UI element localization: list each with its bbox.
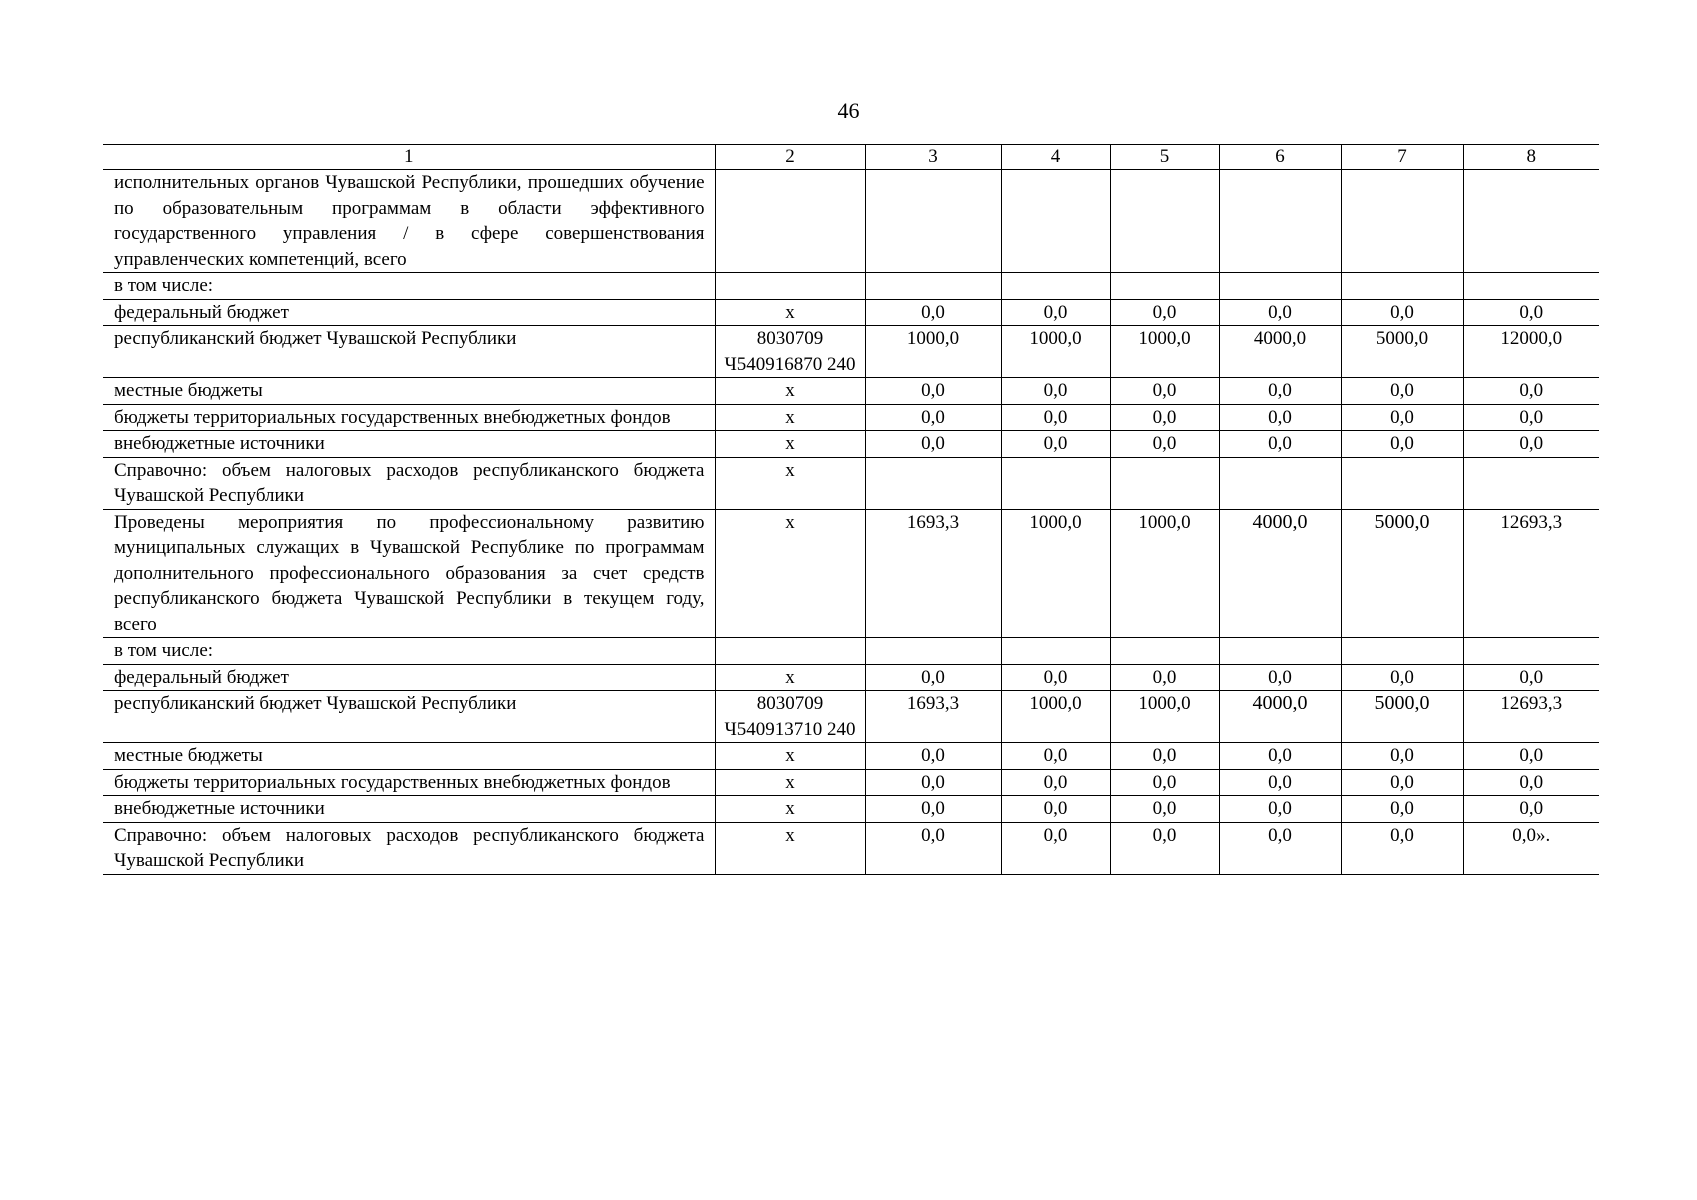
row-code: 8030709 Ч540916870 240 [715,326,865,378]
row-name: внебюджетные источники [103,796,715,823]
table-row [103,326,1599,378]
row-code: х [715,404,865,431]
row-value: 0,0 [1219,299,1341,326]
table-row [103,664,1599,691]
row-value [1341,638,1463,665]
row-value: 0,0 [1219,664,1341,691]
table-row [103,691,1599,743]
page-number: 46 [837,98,860,123]
row-code: х [715,796,865,823]
row-value [1001,638,1110,665]
row-value: 0,0 [1341,769,1463,796]
row-value: 0,0 [865,664,1001,691]
row-value: 0,0 [1001,404,1110,431]
row-value [1110,170,1219,273]
row-name: федеральный бюджет [103,664,715,691]
row-value: 0,0 [1001,664,1110,691]
row-code: х [715,378,865,405]
column-header: 5 [1110,145,1219,170]
row-value: 1693,3 [865,691,1001,743]
row-name: Проведены мероприятия по профессиональному развитию муниципальных служащих в Чувашской Республике по программам дополнительного профессионального образования за счет средств республиканского бюджета Чувашской Республики в текущем году, всего [103,509,715,638]
row-value [1219,170,1341,273]
table-row [103,431,1599,458]
row-value: 0,0 [1110,822,1219,874]
row-value: 0,0 [1341,404,1463,431]
row-value [1001,457,1110,509]
row-name: Справочно: объем налоговых расходов республиканского бюджета Чувашской Республики [103,457,715,509]
table-row [103,404,1599,431]
table-row [103,273,1599,300]
row-name: бюджеты территориальных государственных внебюджетных фондов [103,769,715,796]
row-code: х [715,743,865,770]
row-value: 1000,0 [1110,326,1219,378]
row-code: х [715,431,865,458]
column-header: 6 [1219,145,1341,170]
row-value: 5000,0 [1341,509,1463,638]
row-value [1463,457,1599,509]
row-value: 1000,0 [1110,691,1219,743]
row-code: х [715,769,865,796]
row-name: в том числе: [103,638,715,665]
row-value: 0,0 [1463,431,1599,458]
row-name: федеральный бюджет [103,299,715,326]
row-value: 0,0 [1341,431,1463,458]
row-value: 0,0». [1463,822,1599,874]
table-row [103,796,1599,823]
row-value: 4000,0 [1219,509,1341,638]
row-value [1341,273,1463,300]
row-value: 0,0 [1001,796,1110,823]
row-value: 0,0 [1219,769,1341,796]
row-name: Справочно: объем налоговых расходов республиканского бюджета Чувашской Республики [103,822,715,874]
row-value: 0,0 [1341,664,1463,691]
row-value: 0,0 [1463,404,1599,431]
row-value: 0,0 [1110,769,1219,796]
row-value: 1000,0 [1001,326,1110,378]
row-value [865,638,1001,665]
row-value [1110,638,1219,665]
row-code: х [715,299,865,326]
row-value [865,457,1001,509]
row-value [1341,170,1463,273]
row-value: 0,0 [1110,404,1219,431]
row-value [1463,638,1599,665]
table-row [103,299,1599,326]
table-row [103,378,1599,405]
row-value: 0,0 [1219,822,1341,874]
table-row [103,457,1599,509]
row-value: 1000,0 [865,326,1001,378]
row-value: 0,0 [1110,743,1219,770]
table-row [103,769,1599,796]
row-value: 0,0 [1001,743,1110,770]
row-value: 0,0 [1001,378,1110,405]
row-value: 0,0 [1463,796,1599,823]
row-value [1463,170,1599,273]
column-header: 4 [1001,145,1110,170]
row-value: 0,0 [865,299,1001,326]
row-value: 0,0 [1219,796,1341,823]
row-code [715,170,865,273]
row-value: 0,0 [1341,743,1463,770]
column-header: 7 [1341,145,1463,170]
row-value [865,273,1001,300]
row-value: 0,0 [1001,431,1110,458]
row-value [1001,273,1110,300]
row-value: 0,0 [1001,822,1110,874]
column-header: 1 [103,145,715,170]
column-header: 3 [865,145,1001,170]
row-value: 0,0 [1110,431,1219,458]
table-row [103,509,1599,638]
table-row [103,170,1599,273]
row-value: 0,0 [1341,822,1463,874]
table-row [103,822,1599,874]
table-header-row [103,145,1599,170]
budget-table [103,144,1599,875]
row-value: 0,0 [1463,664,1599,691]
row-name: республиканский бюджет Чувашской Республики [103,691,715,743]
row-value: 0,0 [865,378,1001,405]
row-value: 0,0 [865,431,1001,458]
row-name: местные бюджеты [103,743,715,770]
row-code [715,273,865,300]
row-value: 0,0 [865,769,1001,796]
row-value: 0,0 [1341,299,1463,326]
row-value: 0,0 [1110,299,1219,326]
column-header: 8 [1463,145,1599,170]
row-value: 0,0 [1110,796,1219,823]
row-value: 0,0 [865,404,1001,431]
row-value: 0,0 [1219,378,1341,405]
row-name: внебюджетные источники [103,431,715,458]
row-value [1219,638,1341,665]
row-code: х [715,664,865,691]
row-value: 0,0 [865,796,1001,823]
row-value [1219,273,1341,300]
column-header: 2 [715,145,865,170]
row-value: 0,0 [1341,796,1463,823]
row-value: 0,0 [1110,664,1219,691]
row-value [1341,457,1463,509]
row-value: 0,0 [1219,404,1341,431]
row-value: 0,0 [865,822,1001,874]
row-value [865,170,1001,273]
row-value: 0,0 [865,743,1001,770]
row-value: 1000,0 [1110,509,1219,638]
row-value: 0,0 [1219,743,1341,770]
row-name: бюджеты территориальных государственных внебюджетных фондов [103,404,715,431]
table-row [103,638,1599,665]
row-value: 4000,0 [1219,326,1341,378]
row-value [1110,457,1219,509]
row-value: 1000,0 [1001,509,1110,638]
row-value: 12000,0 [1463,326,1599,378]
row-code: х [715,509,865,638]
row-value: 0,0 [1219,431,1341,458]
row-value: 0,0 [1341,378,1463,405]
row-name: республиканский бюджет Чувашской Республики [103,326,715,378]
row-value [1110,273,1219,300]
row-value: 0,0 [1001,769,1110,796]
row-code: х [715,457,865,509]
row-value: 5000,0 [1341,691,1463,743]
row-name: местные бюджеты [103,378,715,405]
row-code: х [715,822,865,874]
row-name: в том числе: [103,273,715,300]
row-value: 12693,3 [1463,509,1599,638]
row-value: 0,0 [1001,299,1110,326]
row-value [1001,170,1110,273]
row-value: 1693,3 [865,509,1001,638]
row-value: 0,0 [1463,378,1599,405]
row-value [1463,273,1599,300]
row-value: 12693,3 [1463,691,1599,743]
table-row [103,743,1599,770]
row-value [1219,457,1341,509]
row-value: 0,0 [1463,743,1599,770]
row-name: исполнительных органов Чувашской Республики, прошедших обучение по образовательным программам в области эффективного государственного управления / в сфере совершенствования управленческих компетенций, всего [103,170,715,273]
row-value: 0,0 [1463,299,1599,326]
row-code: 8030709 Ч540913710 240 [715,691,865,743]
row-value: 1000,0 [1001,691,1110,743]
row-value: 5000,0 [1341,326,1463,378]
row-code [715,638,865,665]
row-value: 0,0 [1463,769,1599,796]
row-value: 0,0 [1110,378,1219,405]
row-value: 4000,0 [1219,691,1341,743]
